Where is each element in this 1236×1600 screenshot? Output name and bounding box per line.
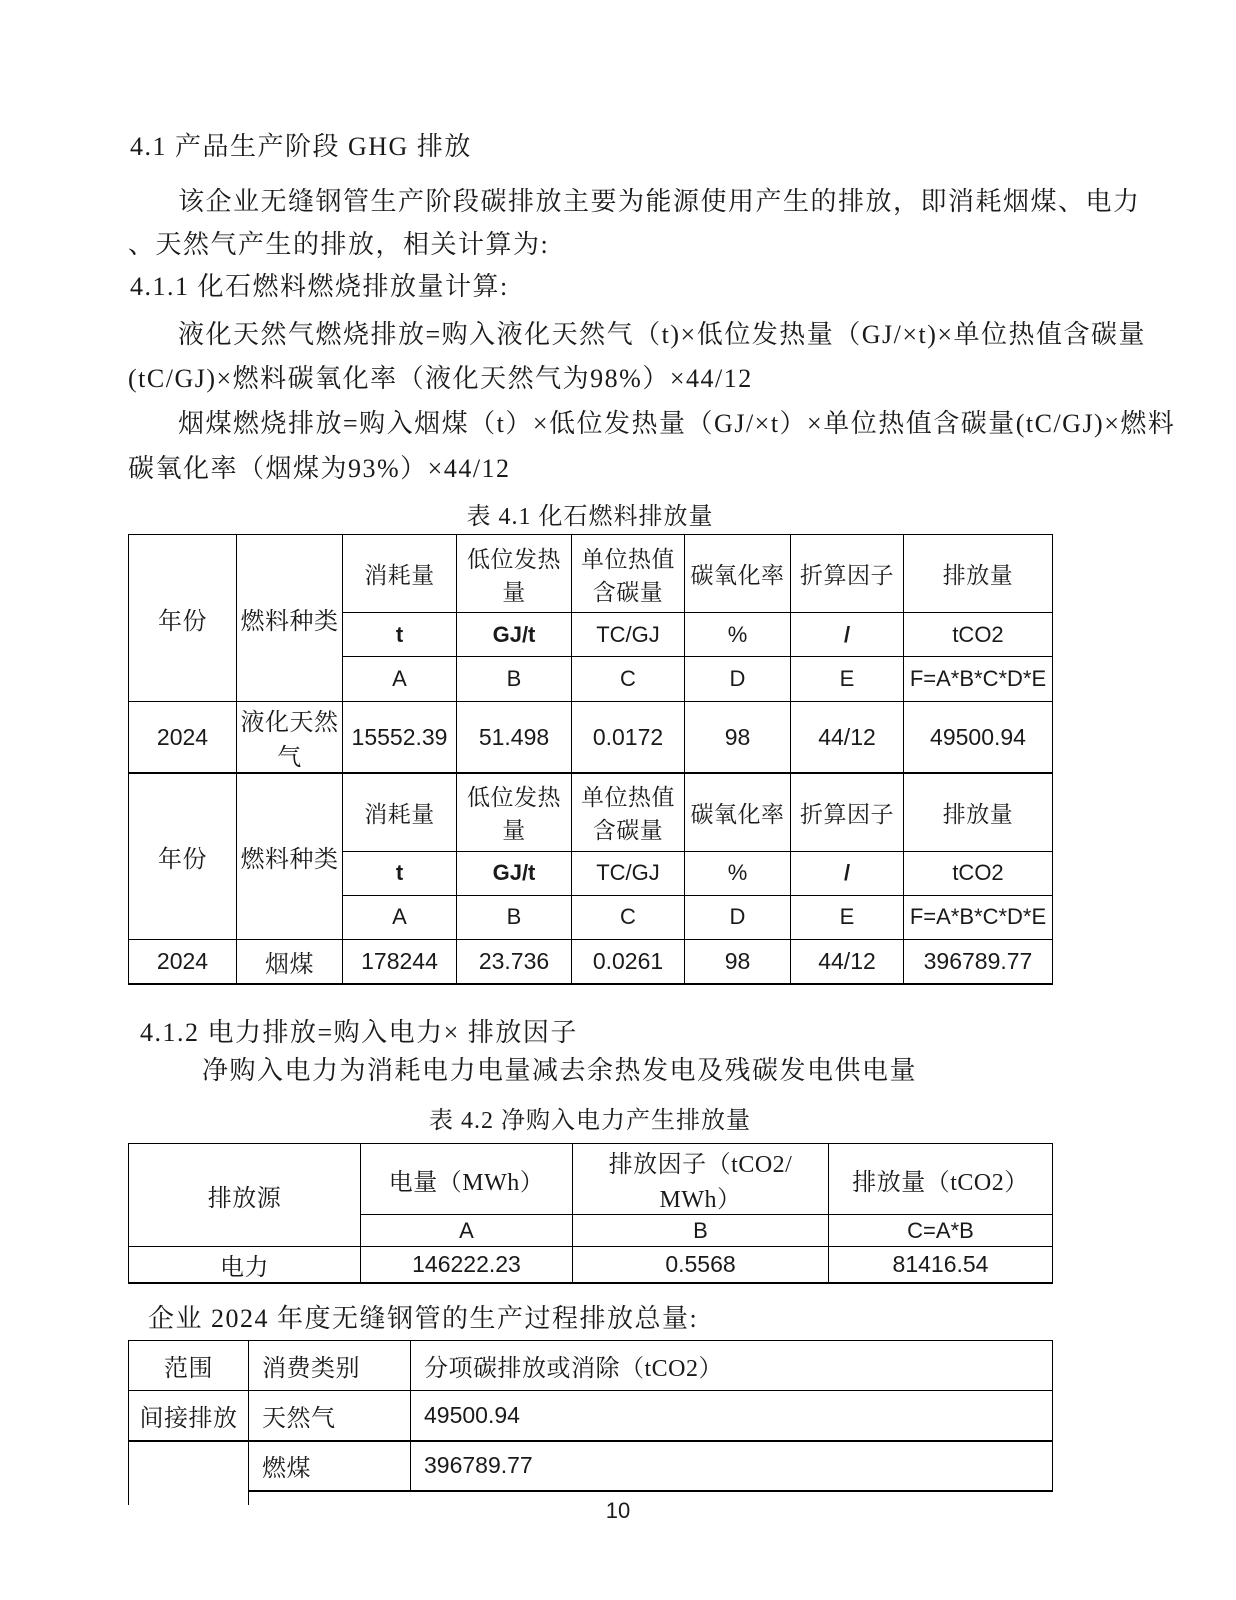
table-row (129, 535, 1053, 613)
formula-coal-line-1: 烟煤燃烧排放=购入烟煤（t）×低位发热量（GJ/×t）×单位热值含碳量(tC/GJ)×燃料 (178, 409, 1176, 438)
value-cell: 396789.77 (411, 1441, 1053, 1491)
total-emissions-table (128, 1340, 1053, 1492)
value-cell: 44/12 (791, 702, 904, 774)
year-cell: 2024 (129, 702, 237, 774)
header-cell: 单位热值含碳量 (572, 535, 685, 613)
value-cell: 98 (685, 702, 791, 774)
value-cell: 0.0261 (572, 939, 685, 984)
header-cell: 消耗量 (343, 535, 457, 613)
header-cell: 低位发热量 (457, 535, 572, 613)
table-row (129, 1341, 1053, 1391)
value-cell: 146222.23 (361, 1247, 573, 1284)
letter-cell: A (361, 1215, 573, 1247)
paragraph-line-1: 该企业无缝钢管生产阶段碳排放主要为能源使用产生的排放，即消耗烟煤、电力 (178, 187, 1141, 216)
fuel-cell: 液化天然气 (237, 702, 343, 774)
unit-cell: % (685, 613, 791, 657)
value-cell: 15552.39 (343, 702, 457, 774)
value-cell: 49500.94 (411, 1391, 1053, 1441)
source-cell: 电力 (129, 1247, 361, 1284)
fuel-cell: 烟煤 (237, 939, 343, 984)
unit-cell: / (791, 613, 904, 657)
fuel-type-label-cell: 燃料种类 (237, 535, 343, 702)
letter-cell: F=A*B*C*D*E (904, 657, 1053, 702)
table-4-2-caption: 表 4.2 净购入电力产生排放量 (429, 1108, 751, 1134)
table-row (129, 1144, 1053, 1215)
letter-cell: B (457, 895, 572, 939)
section-heading-4-1: 4.1 产品生产阶段 GHG 排放 (130, 132, 472, 161)
letter-cell: F=A*B*C*D*E (904, 895, 1053, 939)
value-cell: 178244 (343, 939, 457, 984)
unit-cell: GJ/t (457, 613, 572, 657)
section-heading-4-1-1: 4.1.1 化石燃料燃烧排放量计算: (130, 272, 509, 301)
letter-cell: D (685, 657, 791, 702)
electricity-emissions-table (128, 1143, 1053, 1284)
category-header-cell: 消费类别 (249, 1341, 411, 1391)
unit-cell: t (343, 613, 457, 657)
letter-cell: C=A*B (829, 1215, 1053, 1247)
value-cell: 0.0172 (572, 702, 685, 774)
letter-cell: A (343, 895, 457, 939)
table-4-1-caption: 表 4.1 化石燃料排放量 (466, 504, 714, 530)
letter-cell: A (343, 657, 457, 702)
letter-cell: B (573, 1215, 829, 1247)
scope-cell: 间接排放 (129, 1391, 249, 1441)
formula-coal-line-2: 碳氧化率（烟煤为93%）×44/12 (128, 454, 511, 483)
letter-cell: D (685, 895, 791, 939)
header-cell: 消耗量 (343, 773, 457, 851)
summary-heading: 企业 2024 年度无缝钢管的生产过程排放总量: (148, 1304, 699, 1333)
value-cell: 23.736 (457, 939, 572, 984)
year-label-cell: 年份 (129, 773, 237, 939)
value-cell: 51.498 (457, 702, 572, 774)
table-row (129, 1247, 1053, 1284)
year-label-cell: 年份 (129, 535, 237, 702)
table-row (129, 1391, 1053, 1441)
table-row (129, 1441, 1053, 1491)
header-cell: 排放量（tCO2） (829, 1144, 1053, 1215)
fossil-fuel-emissions-table (128, 534, 1053, 985)
header-cell: 折算因子 (791, 773, 904, 851)
paragraph-line-2: 、天然气产生的排放，相关计算为: (128, 230, 550, 259)
emission-source-label-cell: 排放源 (129, 1144, 361, 1247)
header-cell: 排放因子（tCO2/ MWh） (573, 1144, 829, 1215)
page-number: 10 (605, 1498, 631, 1523)
unit-cell: % (685, 851, 791, 895)
unit-cell: TC/GJ (572, 613, 685, 657)
formula-lng-line-2: (tC/GJ)×燃料碳氧化率（液化天然气为98%）×44/12 (128, 364, 753, 393)
header-cell: 低位发热量 (457, 773, 572, 851)
letter-cell: C (572, 657, 685, 702)
unit-cell: tCO2 (904, 613, 1053, 657)
table-row (129, 702, 1053, 774)
header-cell: 单位热值含碳量 (572, 773, 685, 851)
unit-cell: TC/GJ (572, 851, 685, 895)
header-cell: 折算因子 (791, 535, 904, 613)
table-row (129, 773, 1053, 851)
letter-cell: E (791, 895, 904, 939)
category-cell: 燃煤 (249, 1441, 411, 1491)
value-cell: 81416.54 (829, 1247, 1053, 1284)
unit-cell: tCO2 (904, 851, 1053, 895)
formula-lng-line-1: 液化天然气燃烧排放=购入液化天然气（t)×低位发热量（GJ/×t)×单位热值含碳量 (178, 320, 1147, 349)
letter-cell: C (572, 895, 685, 939)
value-cell: 44/12 (791, 939, 904, 984)
section-heading-4-1-2: 4.1.2 电力排放=购入电力× 排放因子 (140, 1018, 578, 1047)
value-cell: 49500.94 (904, 702, 1053, 774)
net-purchase-note: 净购入电力为消耗电力电量减去余热发电及残碳发电供电量 (202, 1056, 918, 1085)
header-cell: 排放量 (904, 773, 1053, 851)
header-cell: 电量（MWh） (361, 1144, 573, 1215)
letter-cell: E (791, 657, 904, 702)
value-cell: 0.5568 (573, 1247, 829, 1284)
value-cell: 98 (685, 939, 791, 984)
unit-cell: GJ/t (457, 851, 572, 895)
table-row (129, 939, 1053, 984)
letter-cell: B (457, 657, 572, 702)
year-cell: 2024 (129, 939, 237, 984)
scope-cell (129, 1441, 249, 1491)
category-cell: 天然气 (249, 1391, 411, 1441)
value-cell: 396789.77 (904, 939, 1053, 984)
header-cell: 碳氧化率 (685, 535, 791, 613)
fuel-type-label-cell: 燃料种类 (237, 773, 343, 939)
value-header-cell: 分项碳排放或消除（tCO2） (411, 1341, 1053, 1391)
unit-cell: / (791, 851, 904, 895)
header-cell: 排放量 (904, 535, 1053, 613)
scope-header-cell: 范围 (129, 1341, 249, 1391)
header-cell: 碳氧化率 (685, 773, 791, 851)
unit-cell: t (343, 851, 457, 895)
